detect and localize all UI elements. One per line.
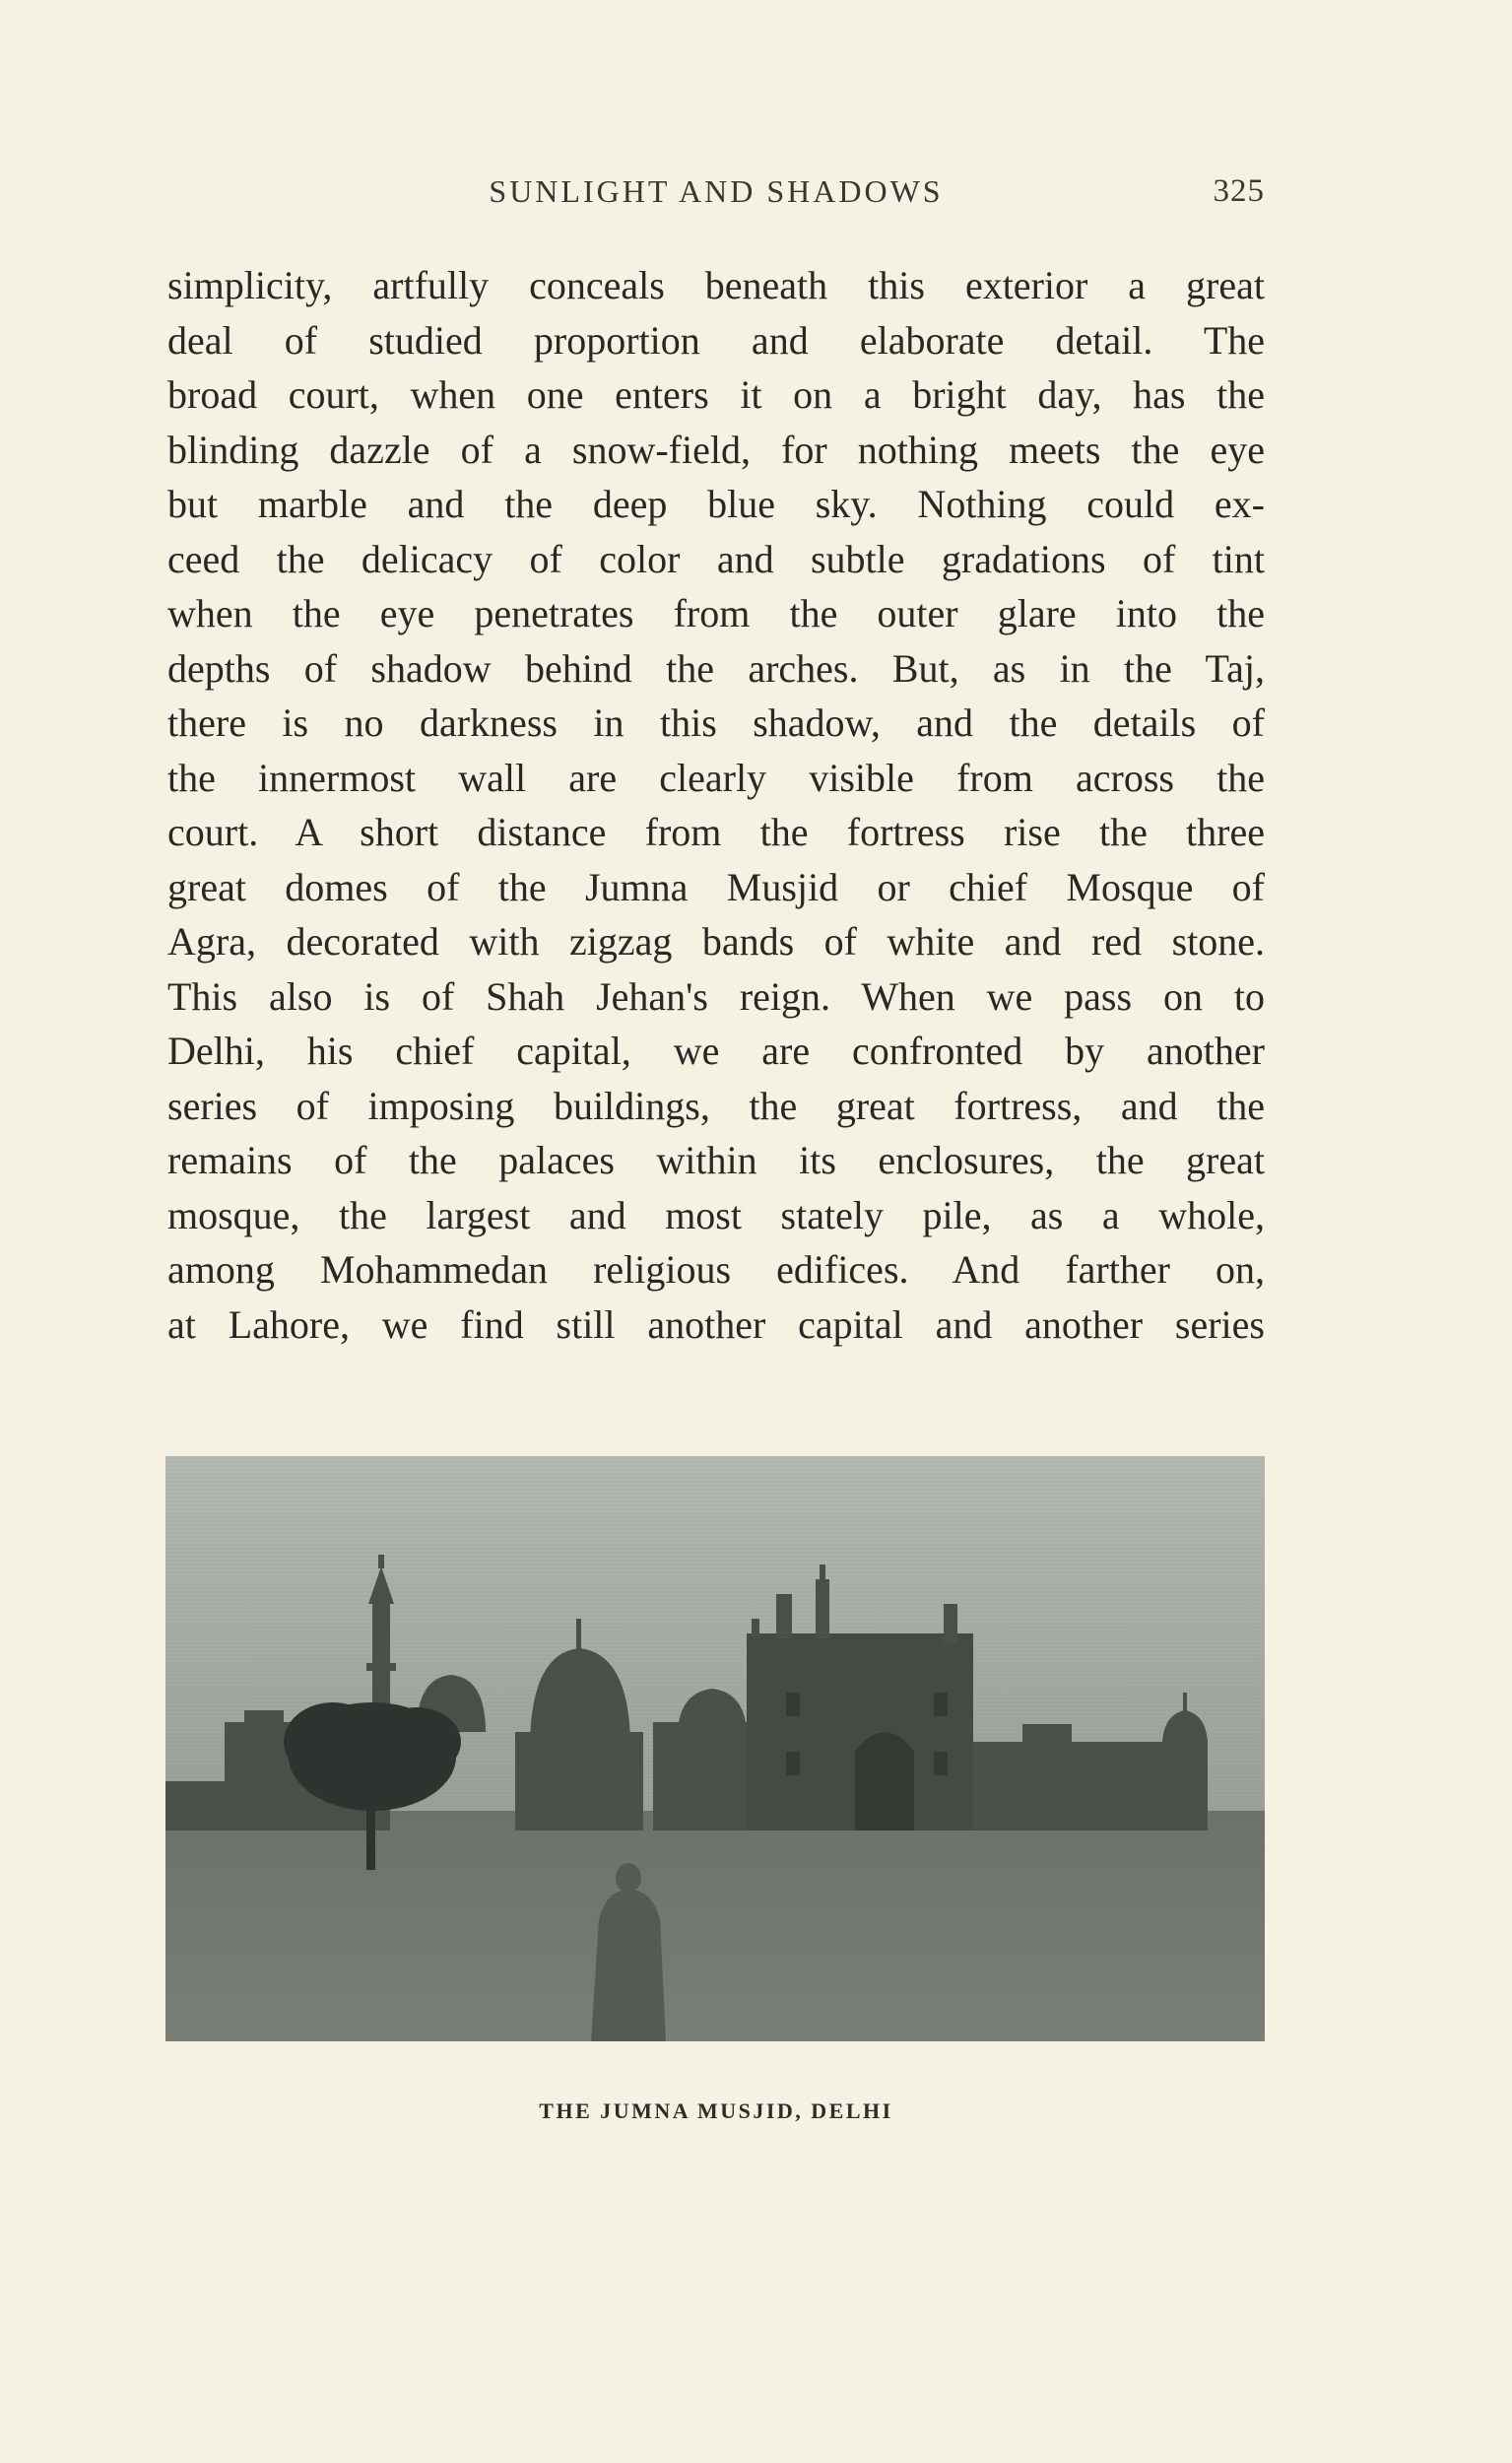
text-line: simplicity, artfully conceals beneath this exterior a great [167, 263, 1265, 307]
text-line: deal of studied proportion and elaborate detail. The [167, 317, 1265, 363]
jumna-musjid-photograph [165, 1456, 1265, 2041]
text-line: series of imposing buildings, the great fortress, and the [167, 1083, 1265, 1128]
text-line: at Lahore, we find still another capital and another series [167, 1301, 1265, 1347]
text-line: among Mohammedan religious edifices. And farther on, [167, 1247, 1265, 1292]
text-line: there is no darkness in this shadow, and the details of [167, 700, 1265, 745]
mosque-photo-illustration [165, 1456, 1265, 2041]
running-title: SUNLIGHT AND SHADOWS [489, 173, 944, 209]
text-line: great domes of the Jumna Musjid or chief Mosque of [167, 864, 1265, 909]
text-line: Delhi, his chief capital, we are confronted by another [167, 1029, 1265, 1073]
body-paragraph [167, 258, 1265, 1352]
text-line: blinding dazzle of a snow-field, for nothing meets the eye [167, 427, 1265, 472]
text-line: mosque, the largest and most stately pile, as a whole, [167, 1192, 1265, 1237]
text-line: but marble and the deep blue sky. Nothing could ex- [167, 482, 1265, 526]
text-line: remains of the palaces within its enclosures, the great [167, 1138, 1265, 1182]
text-line: when the eye penetrates from the outer glare into the [167, 591, 1265, 635]
text-line: This also is of Shah Jehan's reign. When we pass on to [167, 973, 1265, 1019]
text-line: the innermost wall are clearly visible from across the [167, 755, 1265, 800]
running-head [167, 173, 1265, 217]
text-line: depths of shadow behind the arches. But, as in the Taj, [167, 645, 1265, 691]
text-line: ceed the delicacy of color and subtle gradations of tint [167, 536, 1265, 581]
text-line: court. A short distance from the fortress rise the three [167, 810, 1265, 854]
figure-caption: THE JUMNA MUSJID, DELHI [539, 2098, 893, 2123]
text-line: Agra, decorated with zigzag bands of white and red stone. [167, 919, 1265, 964]
text-line: broad court, when one enters it on a bright day, has the [167, 372, 1265, 417]
page-number: 325 [1213, 173, 1265, 209]
